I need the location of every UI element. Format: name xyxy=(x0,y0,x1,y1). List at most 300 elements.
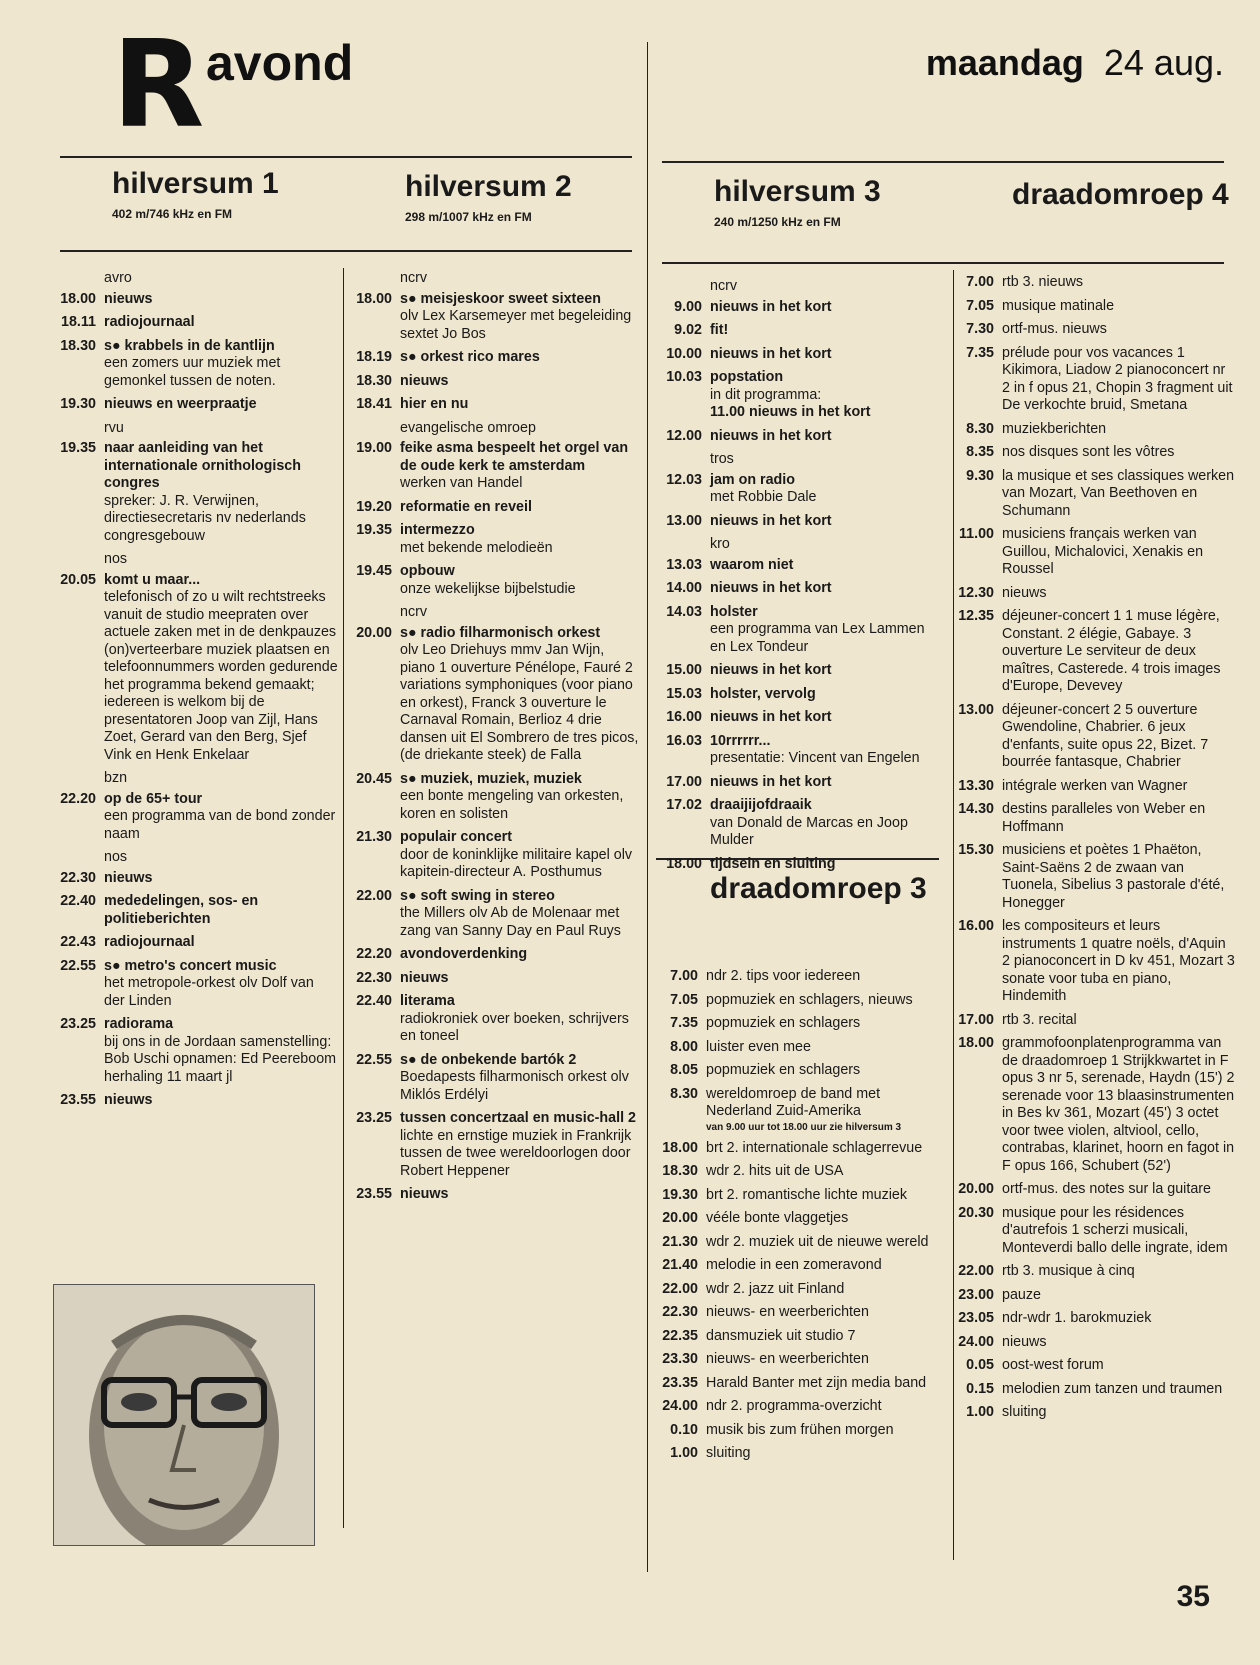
program-desc: prélude pour vos vacances 1 Kikimora, Liadow 2 pianoconcert nr 2 in f opus 21, Chopin 3 fragment uit De verkochte bruid, Smetana xyxy=(1002,344,1233,413)
program-time: 21.40 xyxy=(662,1257,698,1273)
broadcaster-label: kro xyxy=(710,536,730,552)
program-entry xyxy=(54,291,338,309)
program-time: 12.00 xyxy=(666,427,702,444)
program-desc: popmuziek en schlagers, nieuws xyxy=(706,991,913,1008)
program-body xyxy=(1002,1181,1236,1199)
program-body xyxy=(400,946,642,964)
hilversum1-column xyxy=(54,264,338,1116)
program-entry xyxy=(952,1357,1236,1375)
program-time: 7.35 xyxy=(966,344,994,361)
hilversum1-title: hilversum 1 xyxy=(112,167,279,200)
hilversum1-header xyxy=(112,167,279,221)
program-entry xyxy=(350,625,642,765)
program-desc: presentatie: Vincent van Engelen xyxy=(710,750,920,766)
program-time: 8.35 xyxy=(966,444,994,460)
program-time: 23.55 xyxy=(60,1092,96,1108)
program-desc: spreker: J. R. Verwijnen, directiesecretaris nv nederlands congresgebouw xyxy=(104,492,306,544)
program-title: naar aanleiding van het internationale ornithologisch congres xyxy=(104,440,301,491)
program-entry xyxy=(350,993,642,1046)
program-desc: popmuziek en schlagers xyxy=(706,1062,861,1078)
page-number: 35 xyxy=(1176,1580,1210,1613)
program-entry xyxy=(350,440,642,493)
program-title: holster, vervolg xyxy=(710,685,816,702)
program-entry xyxy=(656,1086,946,1134)
program-entry xyxy=(54,791,338,844)
program-entry xyxy=(656,1039,946,1057)
program-time: 1.00 xyxy=(670,1445,698,1461)
column-divider-left xyxy=(343,268,344,1528)
broadcaster-label: bzn xyxy=(104,770,128,786)
program-body xyxy=(706,1039,946,1057)
program-entry xyxy=(952,298,1236,316)
program-time: 0.10 xyxy=(670,1421,698,1438)
draadomroep4-header xyxy=(1012,178,1232,212)
program-time: 9.30 xyxy=(966,467,994,484)
program-note: van 9.00 uur tot 18.00 uur zie hilversum 3 xyxy=(706,1121,902,1133)
program-time: 21.30 xyxy=(662,1233,698,1250)
program-desc: ortf-mus. des notes sur la guitare xyxy=(1002,1181,1211,1197)
program-entry xyxy=(952,345,1236,415)
program-entry xyxy=(952,444,1236,462)
program-title: s● de onbekende bartók 2 xyxy=(400,1051,577,1068)
program-entry xyxy=(656,1304,946,1322)
program-entry xyxy=(952,1404,1236,1422)
program-time: 10.03 xyxy=(666,369,702,385)
program-desc: werken van Handel xyxy=(400,475,523,491)
program-body xyxy=(1002,274,1236,292)
program-title: popstation xyxy=(710,369,784,385)
program-title: s● metro's concert music xyxy=(104,957,277,974)
program-entry xyxy=(350,970,642,988)
program-time: 22.40 xyxy=(60,893,96,909)
program-body xyxy=(706,1015,946,1033)
program-body xyxy=(104,291,338,309)
program-desc: een programma van Lex Lammen en Lex Tondeur xyxy=(710,621,925,655)
program-entry xyxy=(660,662,942,680)
program-title: opbouw xyxy=(400,563,455,579)
broadcaster-label: ncrv xyxy=(400,270,428,286)
program-time: 17.02 xyxy=(666,797,702,813)
program-title: radiojournaal xyxy=(104,934,195,950)
program-time: 23.25 xyxy=(60,1016,96,1032)
page-date xyxy=(926,42,1224,84)
program-time: 11.00 xyxy=(959,526,994,542)
program-body xyxy=(400,440,642,493)
draadomroep4-column xyxy=(952,274,1236,1428)
program-time: 12.30 xyxy=(958,584,994,601)
program-entry xyxy=(54,1016,338,1086)
program-body xyxy=(1002,526,1236,579)
program-time: 22.55 xyxy=(60,957,96,974)
program-time: 22.00 xyxy=(356,887,392,904)
program-time: 0.05 xyxy=(966,1357,994,1373)
program-entry xyxy=(952,1287,1236,1305)
program-entry xyxy=(952,1310,1236,1328)
program-body xyxy=(1002,421,1236,439)
program-desc: nieuws xyxy=(1002,1333,1047,1350)
program-desc: ndr 2. tips voor iedereen xyxy=(706,968,861,984)
program-desc: sluiting xyxy=(1002,1404,1047,1420)
program-entry xyxy=(660,774,942,792)
program-body xyxy=(1002,801,1236,836)
program-entry xyxy=(952,702,1236,772)
program-title: holster xyxy=(710,603,758,620)
program-time: 20.00 xyxy=(662,1210,698,1226)
program-entry xyxy=(952,1381,1236,1399)
program-time: 0.15 xyxy=(966,1380,994,1397)
program-body xyxy=(1002,1334,1236,1352)
program-body xyxy=(1002,444,1236,462)
program-body xyxy=(1002,1035,1236,1175)
program-body xyxy=(1002,1263,1236,1281)
rule-head-right xyxy=(662,262,1224,264)
program-time: 18.11 xyxy=(61,314,96,330)
program-body xyxy=(706,1086,946,1134)
rule-head-left xyxy=(60,250,632,252)
program-body xyxy=(706,1375,946,1393)
program-entry xyxy=(660,299,942,317)
draadomroep3-column xyxy=(656,968,946,1469)
program-desc: nieuws xyxy=(1002,584,1047,601)
program-body xyxy=(104,338,338,391)
program-entry xyxy=(54,1092,338,1110)
program-desc: een zomers uur muziek met gemonkel tussen de noten. xyxy=(104,355,281,389)
program-time: 18.30 xyxy=(356,372,392,389)
program-body xyxy=(1002,298,1236,316)
program-time: 19.30 xyxy=(60,396,96,412)
program-time: 20.00 xyxy=(958,1181,994,1197)
program-body xyxy=(706,1351,946,1369)
program-body xyxy=(104,934,338,952)
portrait-photo-icon xyxy=(54,1285,315,1546)
program-desc: destins paralleles von Weber en Hoffmann xyxy=(1002,801,1206,835)
program-time: 7.00 xyxy=(670,968,698,984)
program-title: nieuws xyxy=(104,1092,153,1108)
program-body xyxy=(104,572,338,765)
program-entry xyxy=(656,1015,946,1033)
program-time: 21.30 xyxy=(356,829,392,845)
program-time: 13.00 xyxy=(958,701,994,718)
program-desc: radiokroniek over boeken, schrijvers en toneel xyxy=(400,1010,629,1044)
program-body xyxy=(104,440,338,545)
program-entry xyxy=(656,1398,946,1416)
program-time: 19.00 xyxy=(356,440,392,456)
program-body xyxy=(710,774,942,792)
program-desc: onze wekelijkse bijbelstudie xyxy=(400,580,576,597)
program-time: 17.00 xyxy=(666,773,702,790)
program-time: 15.00 xyxy=(666,662,702,678)
program-entry xyxy=(952,1012,1236,1030)
program-time: 18.00 xyxy=(356,290,392,307)
program-time: 22.20 xyxy=(356,946,392,962)
program-desc: bij ons in de Jordaan samenstelling: Bob Uschi opnamen: Ed Peereboom herhaling 11 maart jl xyxy=(104,1033,337,1085)
program-title: nieuws en weerpraatje xyxy=(104,396,257,412)
program-entry xyxy=(952,468,1236,521)
program-entry xyxy=(350,291,642,344)
program-entry xyxy=(656,1328,946,1346)
program-entry xyxy=(350,499,642,517)
program-entry xyxy=(952,1263,1236,1281)
broadcaster-label: ncrv xyxy=(710,278,738,294)
program-entry xyxy=(656,1163,946,1181)
program-body xyxy=(104,1092,338,1110)
program-desc: nieuws- en weerberichten xyxy=(706,1304,869,1320)
program-entry xyxy=(952,1035,1236,1175)
program-body xyxy=(710,557,942,575)
program-body xyxy=(104,1016,338,1086)
program-time: 8.30 xyxy=(966,420,994,437)
program-desc: brt 2. internationale schlagerrevue xyxy=(706,1139,923,1156)
program-entry xyxy=(54,440,338,545)
hilversum3-freq: 240 m/1250 kHz en FM xyxy=(714,215,841,229)
program-entry xyxy=(350,1052,642,1105)
program-entry xyxy=(656,968,946,986)
program-entry xyxy=(350,946,642,964)
program-time: 22.43 xyxy=(60,934,96,950)
program-time: 7.05 xyxy=(670,991,698,1008)
program-time: 20.30 xyxy=(958,1204,994,1221)
program-title: s● muziek, muziek, muziek xyxy=(400,770,582,787)
program-entry xyxy=(54,338,338,391)
program-body xyxy=(1002,1404,1236,1422)
program-body xyxy=(104,314,338,332)
program-entry xyxy=(660,686,942,704)
program-entry xyxy=(656,1445,946,1463)
program-body xyxy=(400,625,642,765)
program-body xyxy=(706,1234,946,1252)
program-body xyxy=(400,349,642,367)
draadomroep3-title: draadomroep 3 xyxy=(710,872,927,905)
program-entry xyxy=(660,428,942,446)
program-time: 18.00 xyxy=(60,290,96,307)
program-desc: wereldomroep de band met Nederland Zuid-Amerika xyxy=(706,1085,881,1119)
program-body xyxy=(710,472,942,507)
program-body xyxy=(710,580,942,598)
program-desc: wdr 2. hits uit de USA xyxy=(706,1163,844,1179)
program-entry xyxy=(952,1205,1236,1258)
program-time: 20.05 xyxy=(60,571,96,588)
program-entry xyxy=(350,373,642,391)
program-title: tussen concertzaal en music-hall 2 xyxy=(400,1110,636,1126)
program-title: s● soft swing in stereo xyxy=(400,887,555,904)
program-desc: wdr 2. muziek uit de nieuwe wereld xyxy=(706,1233,929,1250)
program-title: op de 65+ tour xyxy=(104,790,203,807)
program-desc: Harald Banter met zijn media band xyxy=(706,1374,927,1391)
program-title: radiorama xyxy=(104,1016,174,1032)
program-body xyxy=(710,686,942,704)
program-time: 23.25 xyxy=(356,1110,392,1126)
program-title: nieuws xyxy=(400,1186,449,1202)
program-desc: een bonte mengeling van orkesten, koren en solisten xyxy=(400,788,624,822)
program-body xyxy=(710,322,942,340)
program-body xyxy=(1002,1205,1236,1258)
program-entry xyxy=(54,934,338,952)
program-desc: les compositeurs et leurs instruments 1 quatre noëls, d'Aquin 2 pianoconcert in D kv 451, Mozart 3 sonate voor tuba en piano, Hindemith xyxy=(1002,918,1235,1004)
program-body xyxy=(104,870,338,888)
program-body xyxy=(706,1445,946,1463)
hilversum2-header xyxy=(405,170,572,224)
program-desc: rtb 3. nieuws xyxy=(1002,274,1084,290)
program-entry xyxy=(660,369,942,422)
program-entry xyxy=(660,733,942,768)
program-time: 8.30 xyxy=(670,1085,698,1102)
program-time: 22.35 xyxy=(662,1327,698,1344)
broadcaster-label: ncrv xyxy=(400,604,428,620)
program-desc: olv Leo Driehuys mmv Jan Wijn, piano 1 ouverture Pénélope, Fauré 2 variations symphoniques (voor piano en orkest), Franck 3 ouverture le Carnaval Romain, Berlioz 4 drie dansen uit El Sombrero de tres picos, (de driekante steek) de Falla xyxy=(400,642,639,763)
rule-top-right xyxy=(662,161,1224,163)
program-time: 14.00 xyxy=(666,580,702,596)
program-desc: musik bis zum frühen morgen xyxy=(706,1421,894,1438)
program-time: 22.55 xyxy=(356,1051,392,1068)
program-entry xyxy=(660,346,942,364)
program-time: 19.35 xyxy=(356,522,392,538)
program-body xyxy=(104,893,338,928)
program-time: 19.20 xyxy=(356,498,392,515)
program-title: 10rrrrrr... xyxy=(710,732,771,749)
program-body xyxy=(1002,702,1236,772)
program-time: 16.00 xyxy=(958,918,994,934)
program-time: 13.30 xyxy=(958,777,994,794)
program-entry xyxy=(660,557,942,575)
broadcaster-label: tros xyxy=(710,451,734,467)
program-entry xyxy=(952,321,1236,339)
program-body xyxy=(400,888,642,941)
program-title: avondoverdenking xyxy=(400,946,528,962)
program-time: 23.00 xyxy=(958,1286,994,1303)
hilversum1-freq: 402 m/746 kHz en FM xyxy=(112,207,233,221)
program-body xyxy=(710,369,942,422)
program-title: nieuws xyxy=(104,290,153,307)
program-desc: luister even mee xyxy=(706,1038,811,1055)
program-body xyxy=(710,856,942,874)
column-divider-center xyxy=(647,42,648,1572)
program-entry xyxy=(656,992,946,1010)
program-desc: déjeuner-concert 2 5 ouverture Gwendoline, Chabrier. 6 jeux d'enfants, suite opus 22, Bizet. 7 bourrée fantasque, Chabrier xyxy=(1002,701,1209,770)
program-desc: wdr 2. jazz uit Finland xyxy=(706,1280,845,1297)
program-entry xyxy=(350,1186,642,1204)
program-desc: déjeuner-concert 1 1 muse légère, Constant. 2 élégie, Gabaye. 3 ouverture Le serviteur de deux maîtres, Casterede. 4 trois images d'Europe, Devevey xyxy=(1002,608,1221,694)
program-entry xyxy=(660,513,942,531)
hilversum2-freq: 298 m/1007 kHz en FM xyxy=(405,210,532,224)
program-entry xyxy=(952,801,1236,836)
program-desc: telefonisch of zo u wilt rechtstreeks vanuit de studio meepraten over actuele zaken met in de denkpauzes (on)verteerbare muziek plaatsen en telefoonnummers worden gedurende het programma bekend gemaakt; iedereen is welkom bij de presentatoren Joop van Zijl, Hans Zoet, Gerard van den Berg, Sjef Vink en Henk Enkelaar xyxy=(104,589,338,763)
program-body xyxy=(706,1281,946,1299)
program-time: 10.00 xyxy=(666,345,702,362)
program-desc: popmuziek en schlagers xyxy=(706,1015,861,1031)
hilversum3-header xyxy=(714,175,881,229)
program-title: mededelingen, sos- en politieberichten xyxy=(104,893,259,927)
program-time: 22.00 xyxy=(662,1280,698,1297)
program-entry xyxy=(656,1234,946,1252)
program-time: 22.30 xyxy=(662,1304,698,1320)
program-body xyxy=(1002,1287,1236,1305)
program-entry xyxy=(952,1181,1236,1199)
date-text: 24 aug. xyxy=(1103,42,1224,83)
program-body xyxy=(1002,321,1236,339)
program-body xyxy=(104,791,338,844)
program-entry xyxy=(660,580,942,598)
program-entry xyxy=(54,572,338,765)
broadcaster-label: evangelische omroep xyxy=(400,419,536,436)
program-entry xyxy=(656,1257,946,1275)
program-entry xyxy=(350,888,642,941)
program-entry xyxy=(350,829,642,882)
program-entry xyxy=(660,472,942,507)
program-time: 17.00 xyxy=(958,1011,994,1028)
program-title: radiojournaal xyxy=(104,314,195,330)
program-time: 13.03 xyxy=(666,556,702,573)
program-body xyxy=(706,1163,946,1181)
program-body xyxy=(1002,585,1236,603)
program-body xyxy=(400,396,642,414)
program-entry xyxy=(54,870,338,888)
program-entry xyxy=(656,1422,946,1440)
program-time: 12.03 xyxy=(666,471,702,488)
program-desc: olv Lex Karsemeyer met begeleiding sextet Jo Bos xyxy=(400,308,632,342)
program-title: nieuws in het kort xyxy=(710,662,832,678)
program-time: 7.35 xyxy=(670,1015,698,1031)
program-time: 9.02 xyxy=(674,322,702,338)
program-title: nieuws in het kort xyxy=(710,709,832,725)
program-time: 18.30 xyxy=(60,337,96,354)
program-title: nieuws in het kort xyxy=(710,512,832,529)
program-body xyxy=(400,291,642,344)
program-body xyxy=(1002,918,1236,1006)
program-desc: ndr 2. programma-overzicht xyxy=(706,1398,882,1414)
program-desc: rtb 3. recital xyxy=(1002,1011,1077,1028)
program-body xyxy=(400,970,642,988)
program-time: 19.30 xyxy=(662,1186,698,1203)
program-title: s● radio filharmonisch orkest xyxy=(400,624,601,641)
program-body xyxy=(400,771,642,824)
broadcaster-label: rvu xyxy=(104,419,124,436)
program-body xyxy=(400,829,642,882)
program-entry xyxy=(350,771,642,824)
program-entry xyxy=(350,396,642,414)
program-entry xyxy=(350,1110,642,1180)
program-title: s● orkest rico mares xyxy=(400,349,540,365)
program-time: 19.35 xyxy=(60,440,96,456)
program-time: 7.00 xyxy=(966,274,994,290)
program-body xyxy=(710,428,942,446)
program-entry xyxy=(952,608,1236,696)
program-title: nieuws in het kort xyxy=(710,773,832,790)
program-time: 8.05 xyxy=(670,1062,698,1078)
program-body xyxy=(400,499,642,517)
program-body xyxy=(1002,608,1236,696)
draadomroep4-title: draadomroep 4 xyxy=(1012,178,1229,211)
program-desc: muziekberichten xyxy=(1002,420,1107,437)
program-title: nieuws in het kort xyxy=(710,298,832,315)
program-title: nieuws in het kort xyxy=(710,345,832,362)
program-time: 16.03 xyxy=(666,732,702,749)
program-title: draaijijofdraaik xyxy=(710,797,812,813)
program-time: 22.30 xyxy=(356,969,392,986)
program-entry xyxy=(54,958,338,1011)
hilversum3-column xyxy=(660,272,942,879)
broadcaster-label: nos xyxy=(104,551,128,567)
program-desc: grammofoonplatenprogramma van de draadomroep 1 Strijkkwartet in F opus 3 nr 5, serenade, Haydn (15') 2 serenade voor 13 blaasinstrumenten in Bes kv 361, Mozart (45') 3 octet voor twee violen, altviool, cello, contrabas, klarinet, hoorn en fagot in F opus 166, Schubert (52') xyxy=(1002,1035,1235,1174)
program-desc: melodie in een zomeravond xyxy=(706,1257,882,1273)
program-desc: met Robbie Dale xyxy=(710,489,817,505)
program-time: 16.00 xyxy=(666,709,702,725)
program-desc: Boedapests filharmonisch orkest olv Miklós Erdélyi xyxy=(400,1069,629,1103)
program-desc: intégrale werken van Wagner xyxy=(1002,777,1188,794)
program-desc: la musique et ses classiques werken van Mozart, Van Beethoven en Schumann xyxy=(1002,467,1235,519)
program-entry xyxy=(656,1210,946,1228)
program-body xyxy=(400,1186,642,1204)
program-time: 20.00 xyxy=(356,624,392,641)
